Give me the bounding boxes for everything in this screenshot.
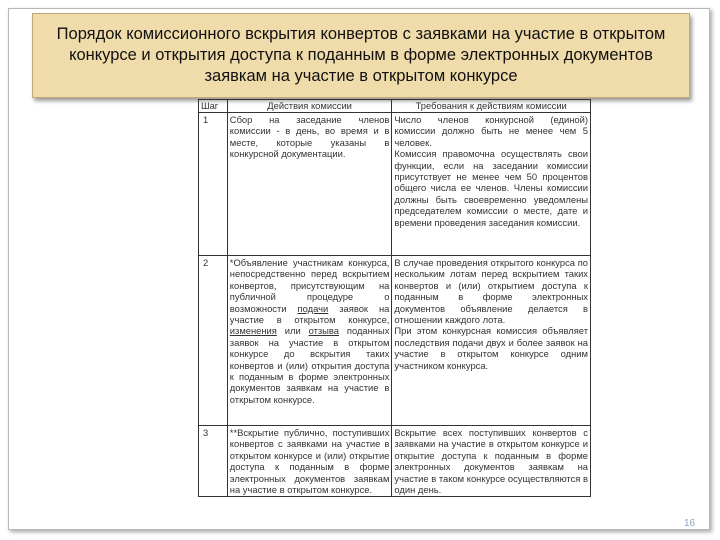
action-text-underlined: отзыва	[308, 325, 339, 337]
action-text-underlined: подачи	[297, 302, 329, 314]
step-number: 2	[199, 256, 228, 426]
header-requirements: Требования к действиям комиссии	[392, 100, 591, 113]
step-number: 3	[199, 426, 228, 497]
requirement-text: В случае проведения открытого конкурса по нескольким лотам перед вскрытием таких конвертов и (или) открытием доступа к поданным в форме электронных документов объявление делается в отношении каждого лота.	[394, 257, 588, 326]
action-text-part: поданных заявок на участие в открытом конкурсе до вскрытия таких конвертов и (или) открытия доступа к поданным в форме электронных документов заявкам на участие в открытом конкурсе.	[229, 325, 390, 405]
action-text-part: *Объявление участникам конкурса, непосредственно перед вскрытием конвертов, присутствующим на публичной процедуре о возможности	[229, 257, 390, 314]
requirement-text: Комиссия правомочна осуществлять свои функции, если на заседании комиссии присутствует не менее чем 50 процентов общего числа ее членов. Члены комиссии должны быть своевременно уведомлены председателем комиссии о месте, дате и времени проведения заседания комиссии.	[394, 148, 588, 228]
table-row	[199, 256, 591, 426]
requirement-text: Число членов конкурсной (единой) комиссии должно быть не менее чем 5 человек.	[394, 114, 588, 148]
action-text-part: или	[276, 325, 309, 337]
table-row	[199, 426, 591, 497]
step-number: 1	[199, 113, 228, 256]
table-header-row	[199, 100, 591, 113]
action-text: **Вскрытие публично, поступивших конвертов с заявками на участие в открытом конкурсе и (или) открытие доступа к поданным в форме электронных документов заявкам на участие в открытом конкурсе.	[227, 426, 392, 497]
page-number: 16	[684, 518, 696, 529]
action-text: Сбор на заседание членов комиссии - в день, во время и в месте, которые указаны в конкурсной документации.	[227, 113, 392, 256]
action-text-part: заявок на участие в открытом конкурсе,	[229, 302, 390, 326]
requirement-text: При этом конкурсная комиссия объявляет последствия подачи двух и более заявок на участие в открытом конкурсе одним участником конкурса.	[394, 325, 588, 371]
requirements-cell	[392, 256, 591, 426]
procedure-table	[198, 99, 591, 497]
requirements-cell	[392, 113, 591, 256]
requirement-text: Вскрытие всех поступивших конвертов с заявками на участие в открытом конкурсе и открытие доступа к поданным в форме электронных документов заявкам на участие в таком конкурсе осуществляются в один день.	[394, 427, 588, 496]
action-text-underlined: изменения	[229, 325, 277, 337]
header-step: Шаг	[199, 100, 228, 113]
slide-title-box	[32, 13, 690, 98]
action-text	[227, 256, 392, 426]
table-row	[199, 113, 591, 256]
requirements-cell	[392, 426, 591, 497]
slide-title: Порядок комиссионного вскрытия конвертов с заявками на участие в открытом конкурсе и открытия доступа к поданным в форме электронных документов заявкам на участие в открытом конкурсе	[56, 25, 666, 85]
header-action: Действия комиссии	[227, 100, 392, 113]
